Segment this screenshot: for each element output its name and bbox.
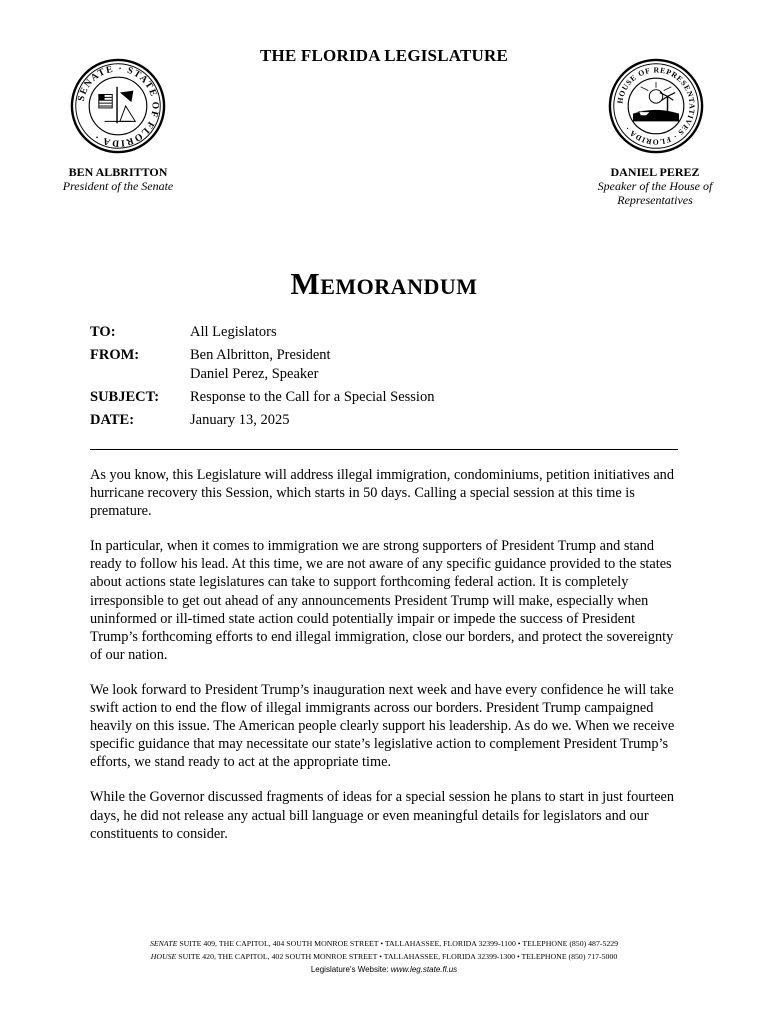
memo-header-fields — [90, 323, 434, 434]
svg-text:SENATE · STATE OF FLORIDA ·: SENATE · STATE OF FLORIDA · — [75, 63, 161, 149]
field-to — [90, 323, 434, 342]
house-seal-icon — [608, 58, 704, 154]
field-date — [90, 411, 434, 430]
senate-president-block — [50, 165, 186, 193]
field-subject — [90, 388, 434, 407]
house-speaker-role: Speaker of the House of Representatives — [597, 179, 713, 207]
senate-president-role: President of the Senate — [62, 179, 174, 193]
senate-seal-icon — [70, 58, 166, 154]
memo-title: Memorandum — [290, 266, 478, 301]
house-speaker-name: DANIEL PEREZ — [610, 165, 700, 179]
field-label: TO: — [90, 324, 116, 340]
letterhead-title: THE FLORIDA LEGISLATURE — [259, 46, 508, 65]
field-label: DATE: — [90, 412, 135, 428]
footer-website-link[interactable]: www.leg.state.fl.us — [390, 965, 458, 974]
field-label: FROM: — [90, 347, 140, 363]
field-value: Ben Albritton, President Daniel Perez, Speaker — [190, 347, 331, 382]
footer-addresses — [0, 937, 768, 976]
body-paragraph: We look forward to President Trump’s inauguration next week and have every confidence he will take swift action to end the flow of illegal immigrants across our borders. President Trump campaigned heavily on this issue. The American people clearly support his leadership. As do we. When we receive specific guidance that may necessitate our state’s legislative action to complement President Trump’s efforts, we stand ready to act at the appropriate time. — [90, 681, 675, 771]
field-value: All Legislators — [190, 324, 277, 340]
footer-senate-address: SUITE 409, THE CAPITOL, 404 SOUTH MONROE STREET • TALLAHASSEE, FLORIDA 32399-1100 • TELEPHONE (850) 487-5229 — [179, 939, 619, 948]
footer-house-address: SUITE 420, THE CAPITOL, 402 SOUTH MONROE STREET • TALLAHASSEE, FLORIDA 32399-1300 • TELEPHONE (850) 717-5000 — [178, 952, 618, 961]
header-divider — [90, 449, 678, 450]
footer-senate-label: SENATE — [149, 939, 178, 948]
footer-house-line — [0, 950, 768, 963]
body-paragraph: As you know, this Legislature will address illegal immigration, condominiums, petition initiatives and hurricane recovery this Session, which starts in 50 days. Calling a special session at this time is premature. — [90, 467, 674, 520]
field-value: January 13, 2025 — [190, 412, 290, 428]
field-label: SUBJECT: — [90, 389, 160, 405]
field-from — [90, 346, 434, 384]
memo-body — [90, 466, 680, 860]
svg-text:HOUSE OF REPRESENTATIVES · FLO: HOUSE OF REPRESENTATIVES · FLORIDA · — [615, 65, 697, 147]
senate-president-name: BEN ALBRITTON — [68, 165, 168, 179]
body-paragraph: In particular, when it comes to immigration we are strong supporters of President Trump and stand ready to follow his lead. At this time, we are not aware of any specific guidance provided to the states about actions state legislatures can take to support forthcoming federal action. It is completely irresponsible to get out ahead of any announcements President Trump will make, especially when uninformed or ill-timed state action could potentially impair or impede the success of President Trump’s forthcoming efforts to end illegal immigration, close our borders, and protect the sovereignty of our nation. — [90, 538, 674, 663]
footer-website-line — [0, 963, 768, 976]
footer-website-label: Legislature's Website: — [310, 965, 389, 974]
field-value: Response to the Call for a Special Session — [190, 389, 435, 405]
body-paragraph: While the Governor discussed fragments of ideas for a special session he plans to start in just fourteen days, he did not release any actual bill language or even meaningful details for legislators and our constituents to consider. — [90, 789, 675, 842]
footer-senate-line — [0, 937, 768, 950]
footer-house-label: HOUSE — [150, 952, 177, 961]
house-speaker-block — [590, 165, 720, 207]
